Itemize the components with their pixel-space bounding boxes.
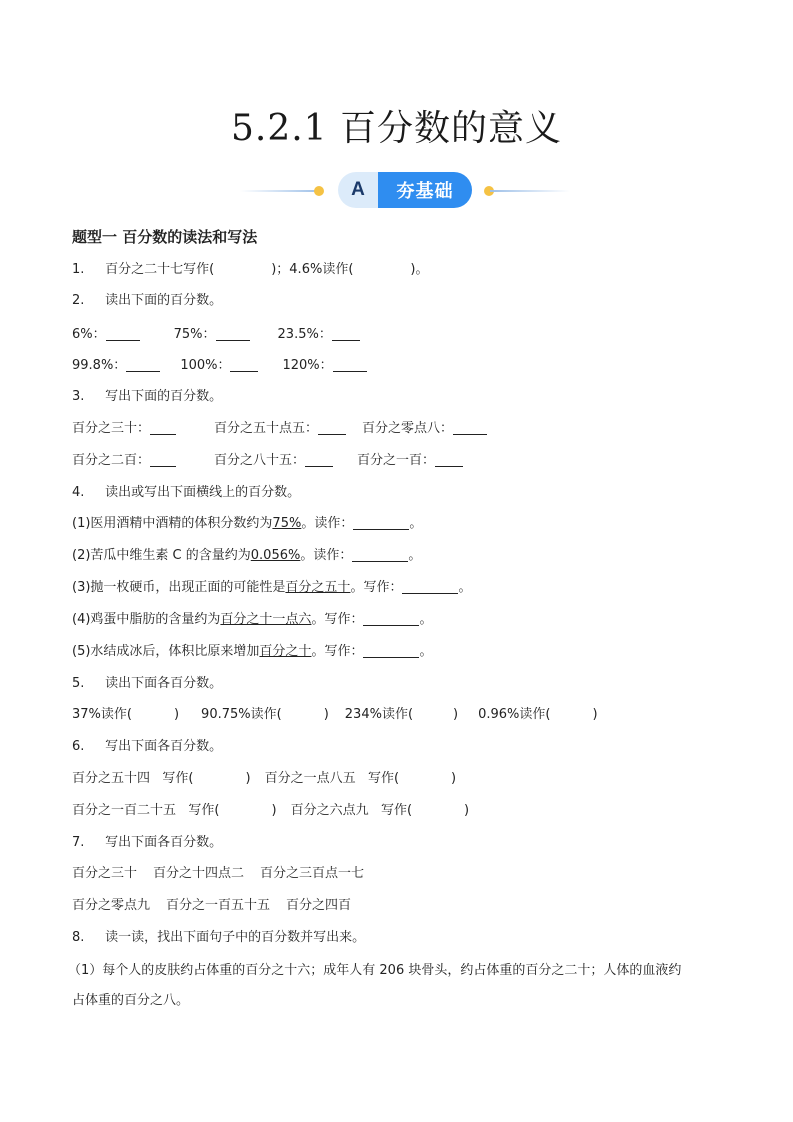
q7-item: 百分之一百五十五 bbox=[166, 898, 271, 913]
section-heading: 题型一 百分数的读法和写法 bbox=[72, 228, 258, 246]
banner-left-line bbox=[240, 190, 320, 192]
q6-item: 百分之五十四 写作( bbox=[72, 771, 194, 786]
answer-blank[interactable] bbox=[353, 515, 409, 530]
q7-row-2 bbox=[72, 897, 351, 915]
q6-row-2 bbox=[72, 802, 469, 820]
q3-item: 百分之八十五： bbox=[214, 453, 306, 468]
question-text: 读出或写出下面横线上的百分数。 bbox=[105, 485, 301, 500]
question-text: 写出下面各百分数。 bbox=[105, 835, 223, 850]
banner-letter: A bbox=[338, 172, 378, 208]
answer-blank[interactable] bbox=[106, 326, 140, 341]
q7-item: 百分之十四点二 bbox=[153, 866, 245, 881]
q3-item: 百分之三十： bbox=[72, 421, 151, 436]
q7-item: 百分之三百点一七 bbox=[260, 866, 365, 881]
item-text: (1)医用酒精中酒精的体积分数约为 bbox=[72, 516, 273, 531]
q3-item: 百分之一百： bbox=[357, 453, 436, 468]
q4-item-1 bbox=[72, 515, 422, 533]
item-prompt: 。写作： bbox=[311, 644, 364, 659]
q4-item-4 bbox=[72, 611, 432, 629]
item-end: 。 bbox=[458, 580, 472, 595]
underlined-value: 75% bbox=[272, 516, 302, 531]
question-text: 写出下面的百分数。 bbox=[105, 389, 223, 404]
q5-item: 37%读作( bbox=[72, 707, 132, 722]
q5-item: 234%读作( bbox=[344, 707, 414, 722]
paren-close: ) bbox=[323, 707, 329, 722]
item-text: (5)水结成冰后，体积比原来增加 bbox=[72, 644, 260, 659]
paren-close: ) bbox=[592, 707, 598, 722]
item-prompt: 。读作： bbox=[301, 516, 354, 531]
answer-blank[interactable] bbox=[402, 579, 458, 594]
item-text: (2)苦瓜中维生素 C 的含量约为 bbox=[72, 548, 251, 563]
question-text: 读出下面的百分数。 bbox=[105, 293, 223, 308]
question-8 bbox=[72, 929, 365, 947]
question-number: 4. bbox=[72, 485, 85, 500]
paren-close: ) bbox=[464, 803, 470, 818]
q7-row-1 bbox=[72, 865, 364, 883]
question-text: 读一读，找出下面句子中的百分数并写出来。 bbox=[105, 930, 366, 945]
answer-blank[interactable] bbox=[363, 611, 419, 626]
q1-part-a: 百分之二十七写作( bbox=[105, 262, 215, 277]
answer-blank[interactable] bbox=[150, 420, 176, 435]
question-7 bbox=[72, 834, 222, 852]
question-3 bbox=[72, 388, 222, 406]
q6-item: 百分之一点八五 写作( bbox=[264, 771, 400, 786]
q4-item-3 bbox=[72, 579, 471, 597]
answer-blank[interactable] bbox=[216, 326, 250, 341]
q3-item: 百分之五十点五： bbox=[214, 421, 319, 436]
answer-blank[interactable] bbox=[435, 452, 463, 467]
q5-item: 0.96%读作( bbox=[478, 707, 551, 722]
question-5 bbox=[72, 675, 222, 693]
q4-item-2 bbox=[72, 547, 421, 565]
answer-blank[interactable] bbox=[305, 452, 333, 467]
q7-item: 百分之四百 bbox=[286, 898, 352, 913]
q1-part-c: )。 bbox=[410, 262, 429, 277]
item-prompt: 。写作： bbox=[350, 580, 403, 595]
question-number: 6. bbox=[72, 739, 85, 754]
q2-row-1 bbox=[72, 326, 360, 344]
answer-blank[interactable] bbox=[150, 452, 176, 467]
item-end: 。 bbox=[419, 612, 433, 627]
question-number: 2. bbox=[72, 293, 85, 308]
question-number: 7. bbox=[72, 835, 85, 850]
q3-item: 百分之二百： bbox=[72, 453, 151, 468]
paren-close: ) bbox=[451, 771, 457, 786]
q6-item: 百分之六点九 写作( bbox=[290, 803, 413, 818]
q7-item: 百分之三十 bbox=[72, 866, 138, 881]
banner-right-line bbox=[490, 190, 570, 192]
q3-row-2 bbox=[72, 452, 463, 470]
item-text: (3)抛一枚硬币，出现正面的可能性是 bbox=[72, 580, 286, 595]
q3-item: 百分之零点八： bbox=[362, 421, 454, 436]
item-end: 。 bbox=[419, 644, 433, 659]
paren-close: ) bbox=[245, 771, 251, 786]
q8-paragraph-line-2: 占体重的百分之八。 bbox=[72, 993, 190, 1008]
q1-part-b: )；4.6%读作( bbox=[271, 262, 354, 277]
q2-item: 100%： bbox=[180, 358, 231, 373]
question-text: 写出下面各百分数。 bbox=[105, 739, 223, 754]
section-banner bbox=[240, 172, 560, 210]
q5-item: 90.75%读作( bbox=[201, 707, 282, 722]
question-2 bbox=[72, 292, 222, 310]
q2-item: 75%： bbox=[173, 327, 216, 342]
question-1 bbox=[72, 261, 428, 279]
banner-pill bbox=[338, 172, 472, 208]
q2-item: 6%： bbox=[72, 327, 106, 342]
paren-close: ) bbox=[271, 803, 277, 818]
answer-blank[interactable] bbox=[352, 547, 408, 562]
q3-row-1 bbox=[72, 420, 487, 438]
q4-item-5 bbox=[72, 643, 432, 661]
question-4 bbox=[72, 484, 300, 502]
underlined-value: 百分之十 bbox=[259, 644, 312, 659]
q5-row bbox=[72, 706, 598, 724]
q2-row-2 bbox=[72, 357, 367, 375]
q2-item: 99.8%： bbox=[72, 358, 127, 373]
q8-paragraph-line-1: （1）每个人的皮肤约占体重的百分之十六；成年人有 206 块骨头，约占体重的百分之二十；人体的血液约 bbox=[68, 963, 682, 978]
underlined-value: 0.056% bbox=[250, 548, 301, 563]
question-number: 5. bbox=[72, 676, 85, 691]
q7-item: 百分之零点九 bbox=[72, 898, 151, 913]
banner-left-dot bbox=[314, 186, 324, 196]
answer-blank[interactable] bbox=[453, 420, 487, 435]
answer-blank[interactable] bbox=[332, 326, 360, 341]
item-prompt: 。写作： bbox=[311, 612, 364, 627]
question-number: 8. bbox=[72, 930, 85, 945]
q6-row-1 bbox=[72, 770, 456, 788]
item-text: (4)鸡蛋中脂肪的含量约为 bbox=[72, 612, 221, 627]
item-end: 。 bbox=[409, 516, 423, 531]
paren-close: ) bbox=[173, 707, 180, 722]
item-end: 。 bbox=[408, 548, 422, 563]
underlined-value: 百分之五十 bbox=[285, 580, 351, 595]
question-number: 1. bbox=[72, 262, 85, 277]
question-6 bbox=[72, 738, 222, 756]
answer-blank[interactable] bbox=[230, 357, 258, 372]
answer-blank[interactable] bbox=[333, 357, 367, 372]
question-text: 读出下面各百分数。 bbox=[105, 676, 223, 691]
q2-item: 23.5%： bbox=[277, 327, 332, 342]
q2-item: 120%： bbox=[282, 358, 333, 373]
page-title: 5.2.1 百分数的意义 bbox=[230, 108, 563, 149]
answer-blank[interactable] bbox=[318, 420, 346, 435]
q6-item: 百分之一百二十五 写作( bbox=[72, 803, 220, 818]
question-number: 3. bbox=[72, 389, 85, 404]
paren-close: ) bbox=[453, 707, 459, 722]
underlined-value: 百分之十一点六 bbox=[220, 612, 312, 627]
banner-text: 夯基础 bbox=[378, 172, 472, 208]
item-prompt: 。读作： bbox=[300, 548, 353, 563]
answer-blank[interactable] bbox=[126, 357, 160, 372]
answer-blank[interactable] bbox=[363, 643, 419, 658]
